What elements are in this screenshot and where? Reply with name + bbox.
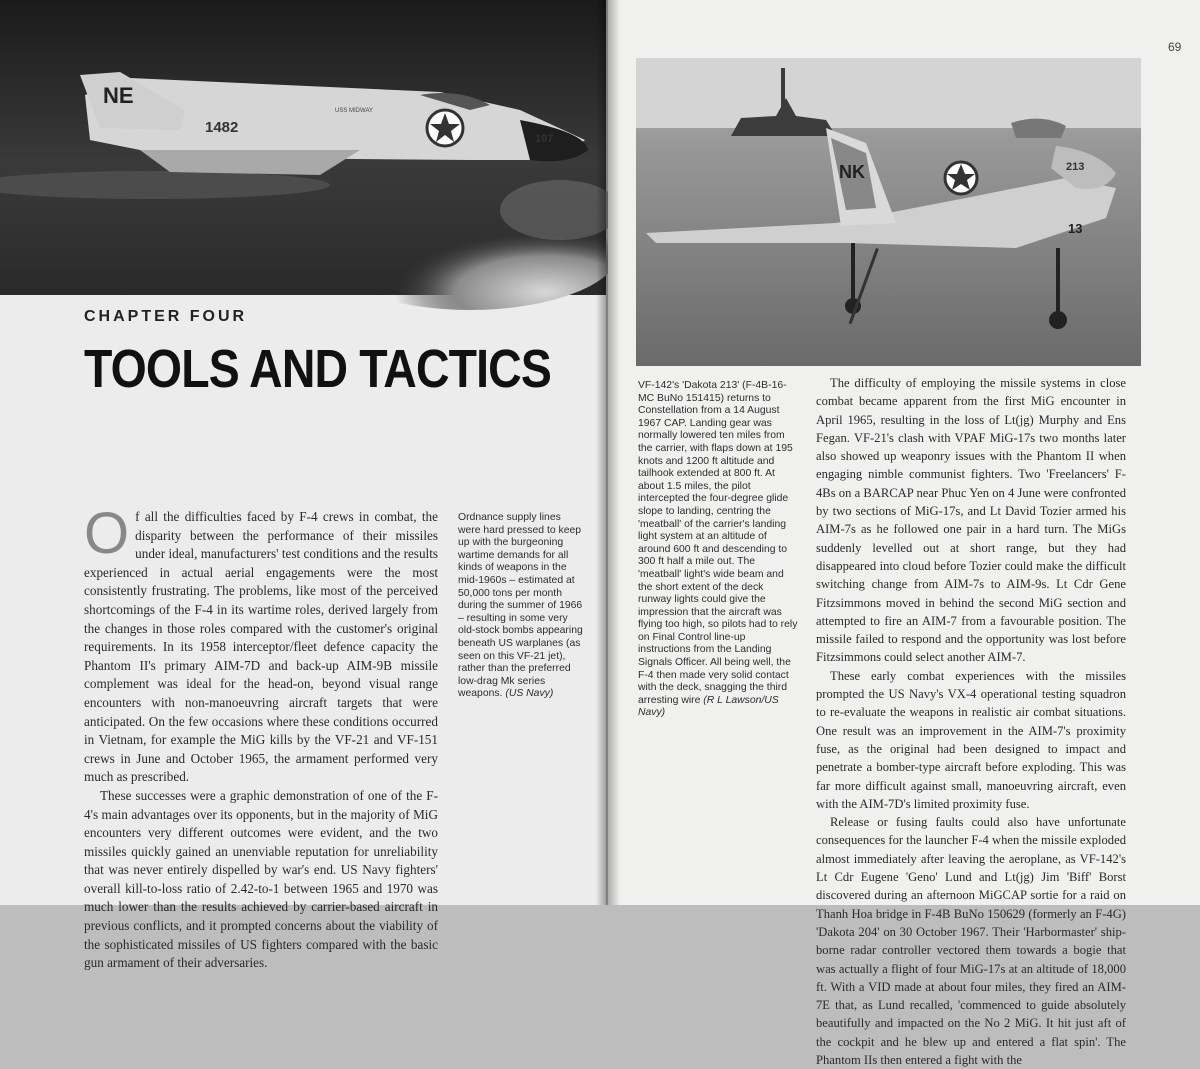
paragraph: These successes were a graphic demonstration of one of the F-4's main advantages over its opponents, but in the majority of MiG encounters very different outcomes were evident, and the two missiles quickly gained an unenviable reputation for unreliability that was never entirely dispelled by war's end. US Navy fighters' overall kill-to-loss ratio of 2.42-to-1 between 1965 and 1970 was much lower than the results achieved by carrier-based aircraft in previous conflicts, and it prompted concerns about the viability of the sophisticated missiles of US fighters compared with the basic gun armament of their adversaries. [84, 787, 438, 971]
paragraph [84, 501, 438, 787]
right-page [608, 0, 1200, 1067]
tail-code-text: NE [103, 83, 134, 108]
paragraph: Release or fusing faults could also have unfortunate consequences for the launcher F-4 when the missile exploded almost immediately after leaving the aeroplane, as VF-142's Lt Cdr Eugene 'Geno' Lund and Lt(jg) Jim 'Biff' Borst discovered during an afternoon MiGCAP sortie for a raid on Thanh Hoa bridge in F-4B BuNo 150629 (formerly an F-4G) 'Dakota 204' on 30 October 1967. Their 'Harbormaster' ship-borne radar controller vectored them towards a bogie that was actually a flight of four MiG-17s at an altitude of 18,000 ft. With a VID made at about four miles, they fired an AIM-7E that, as Lund recalled, 'commenced to guide absolutely beautifully and impacted on the No 2 MiG. It hit just aft of the cockpit and he blew up and entered a flat spin'. The Phantom IIs then entered a fight with the [816, 815, 1126, 1067]
paragraph-text: f all the difficulties faced by F-4 crews in combat, the disparity between the performance of their missiles under ideal, manufacturers' test conditions and the results experienced in actual aerial engagements were the most consistently frustrating. The problems, like most of the perceived shortcomings of the F-4 in its wartime roles, derived largely from the changes in those roles compared with the customer's original requirements. In its 1958 interceptor/fleet defence capacity the Phantom II's primary AIM-7D and back-up AIM-9B missile complement was ideal for the head-on, beyond visual range encounters with non-manoeuvring aircraft targets that were anticipated. On the few occasions where these conditions occurred in Vietnam, for example the MiG kills by the VF-21 and VF-151 crews in June and October 1965, the armament performed very much as prescribed. [84, 509, 438, 785]
caption-text: Ordnance supply lines were hard pressed to keep up with the burgeoning wartime demands for all kinds of weapons in the mid-1960s – estimated at 50,000 tons per month during the summer of 1966 – resulting in some very old-stock bombs appearing beneath US warplanes (as seen on this VF-21 jet), rather than the preferred low-drag Mk series weapons. [458, 512, 583, 700]
paragraph: These early combat experiences with the missiles prompted the US Navy's VX-4 operational testing squadron to re-evaluate the weapons in realistic air combat situations. One result was an improvement in the AIM-7's proximity fuse, as the original had been designed to impact and penetrate a bomber-type aircraft before exploding. This was far more difficult against small, manoeuvring aircraft, even with the AIM-7D's limited proximity fuse. [816, 668, 1126, 811]
tail-code-text: NK [839, 162, 865, 182]
chapter-label: CHAPTER FOUR [84, 308, 248, 325]
phantom-landing-photo [636, 58, 1141, 366]
caption-credit: (R L Lawson/US Navy) [638, 694, 779, 719]
phantom-in-flight-photo [0, 0, 606, 295]
modex-text: 213 [1066, 161, 1085, 173]
book-gutter-shadow [596, 0, 620, 905]
modex-text: 107 [535, 133, 554, 145]
drop-cap: O [84, 501, 130, 566]
left-caption [458, 512, 586, 701]
caption-text: VF-142's 'Dakota 213' (F-4B-16-MC BuNo 151415) returns to Constellation from a 14 August 1967 CAP. Landing gear was normally lowered ten miles from the carrier, with flaps down at 195 knots and 1200 ft altitude and tailhook extended at 800 ft. At about 1.5 miles, the pilot intercepted the four-degree glide slope to landing, centring the 'meatball' of the carrier's landing light system at an altitude of around 600 ft and descending to 300 ft half a mile out. The 'meatball' light's wide beam and the short extent of the deck runway lights could give the impression that the aircraft was flying too high, so pilots had to rely on Final Control line-up instructions from the Landing Signals Officer. All being well, the F-4 then made very solid contact with the deck, snagging the third arresting wire [638, 380, 798, 706]
left-body-text [84, 501, 438, 973]
ship-label-text: USS MIDWAY [335, 108, 374, 114]
right-body-text [816, 374, 1126, 1069]
page-number: 69 [1168, 40, 1182, 54]
right-caption [638, 380, 798, 720]
left-page [0, 0, 606, 971]
paragraph: The difficulty of employing the missile systems in close combat became apparent from the first MiG encounter in April 1965, resulting in the loss of Lt(jg) Murphy and Ens Fegan. VF-21's clash with VPAF MiG-17s two months later also showed up weaponry issues with the Phantom II when engaging nimble communist fighters. Two 'Freelancers' F-4Bs on a BARCAP near Phuc Yen on 4 June were confronted by two sections of MiG-17s, and Lt David Tozier armed his AIM-7s as he followed one pair in a hard turn. The MiGs suddenly levelled out at short range, but they had disappeared into cloud before Tozier could make the difficult switching change from AIM-7s to AIM-9s. Lt Cdr Gene Fitzsimmons moved in behind the second MiG section and attempted to fire an AIM-7 from a favourable position. The missile failed to respond and the opportunity was lost before Fitzsimmons could select another AIM-7. [816, 376, 1126, 665]
serial-text: 1482 [205, 119, 239, 136]
caption-credit: (US Navy) [505, 688, 554, 700]
side-number-text: 13 [1068, 221, 1083, 236]
chapter-title: TOOLS AND TACTICS [84, 339, 551, 399]
